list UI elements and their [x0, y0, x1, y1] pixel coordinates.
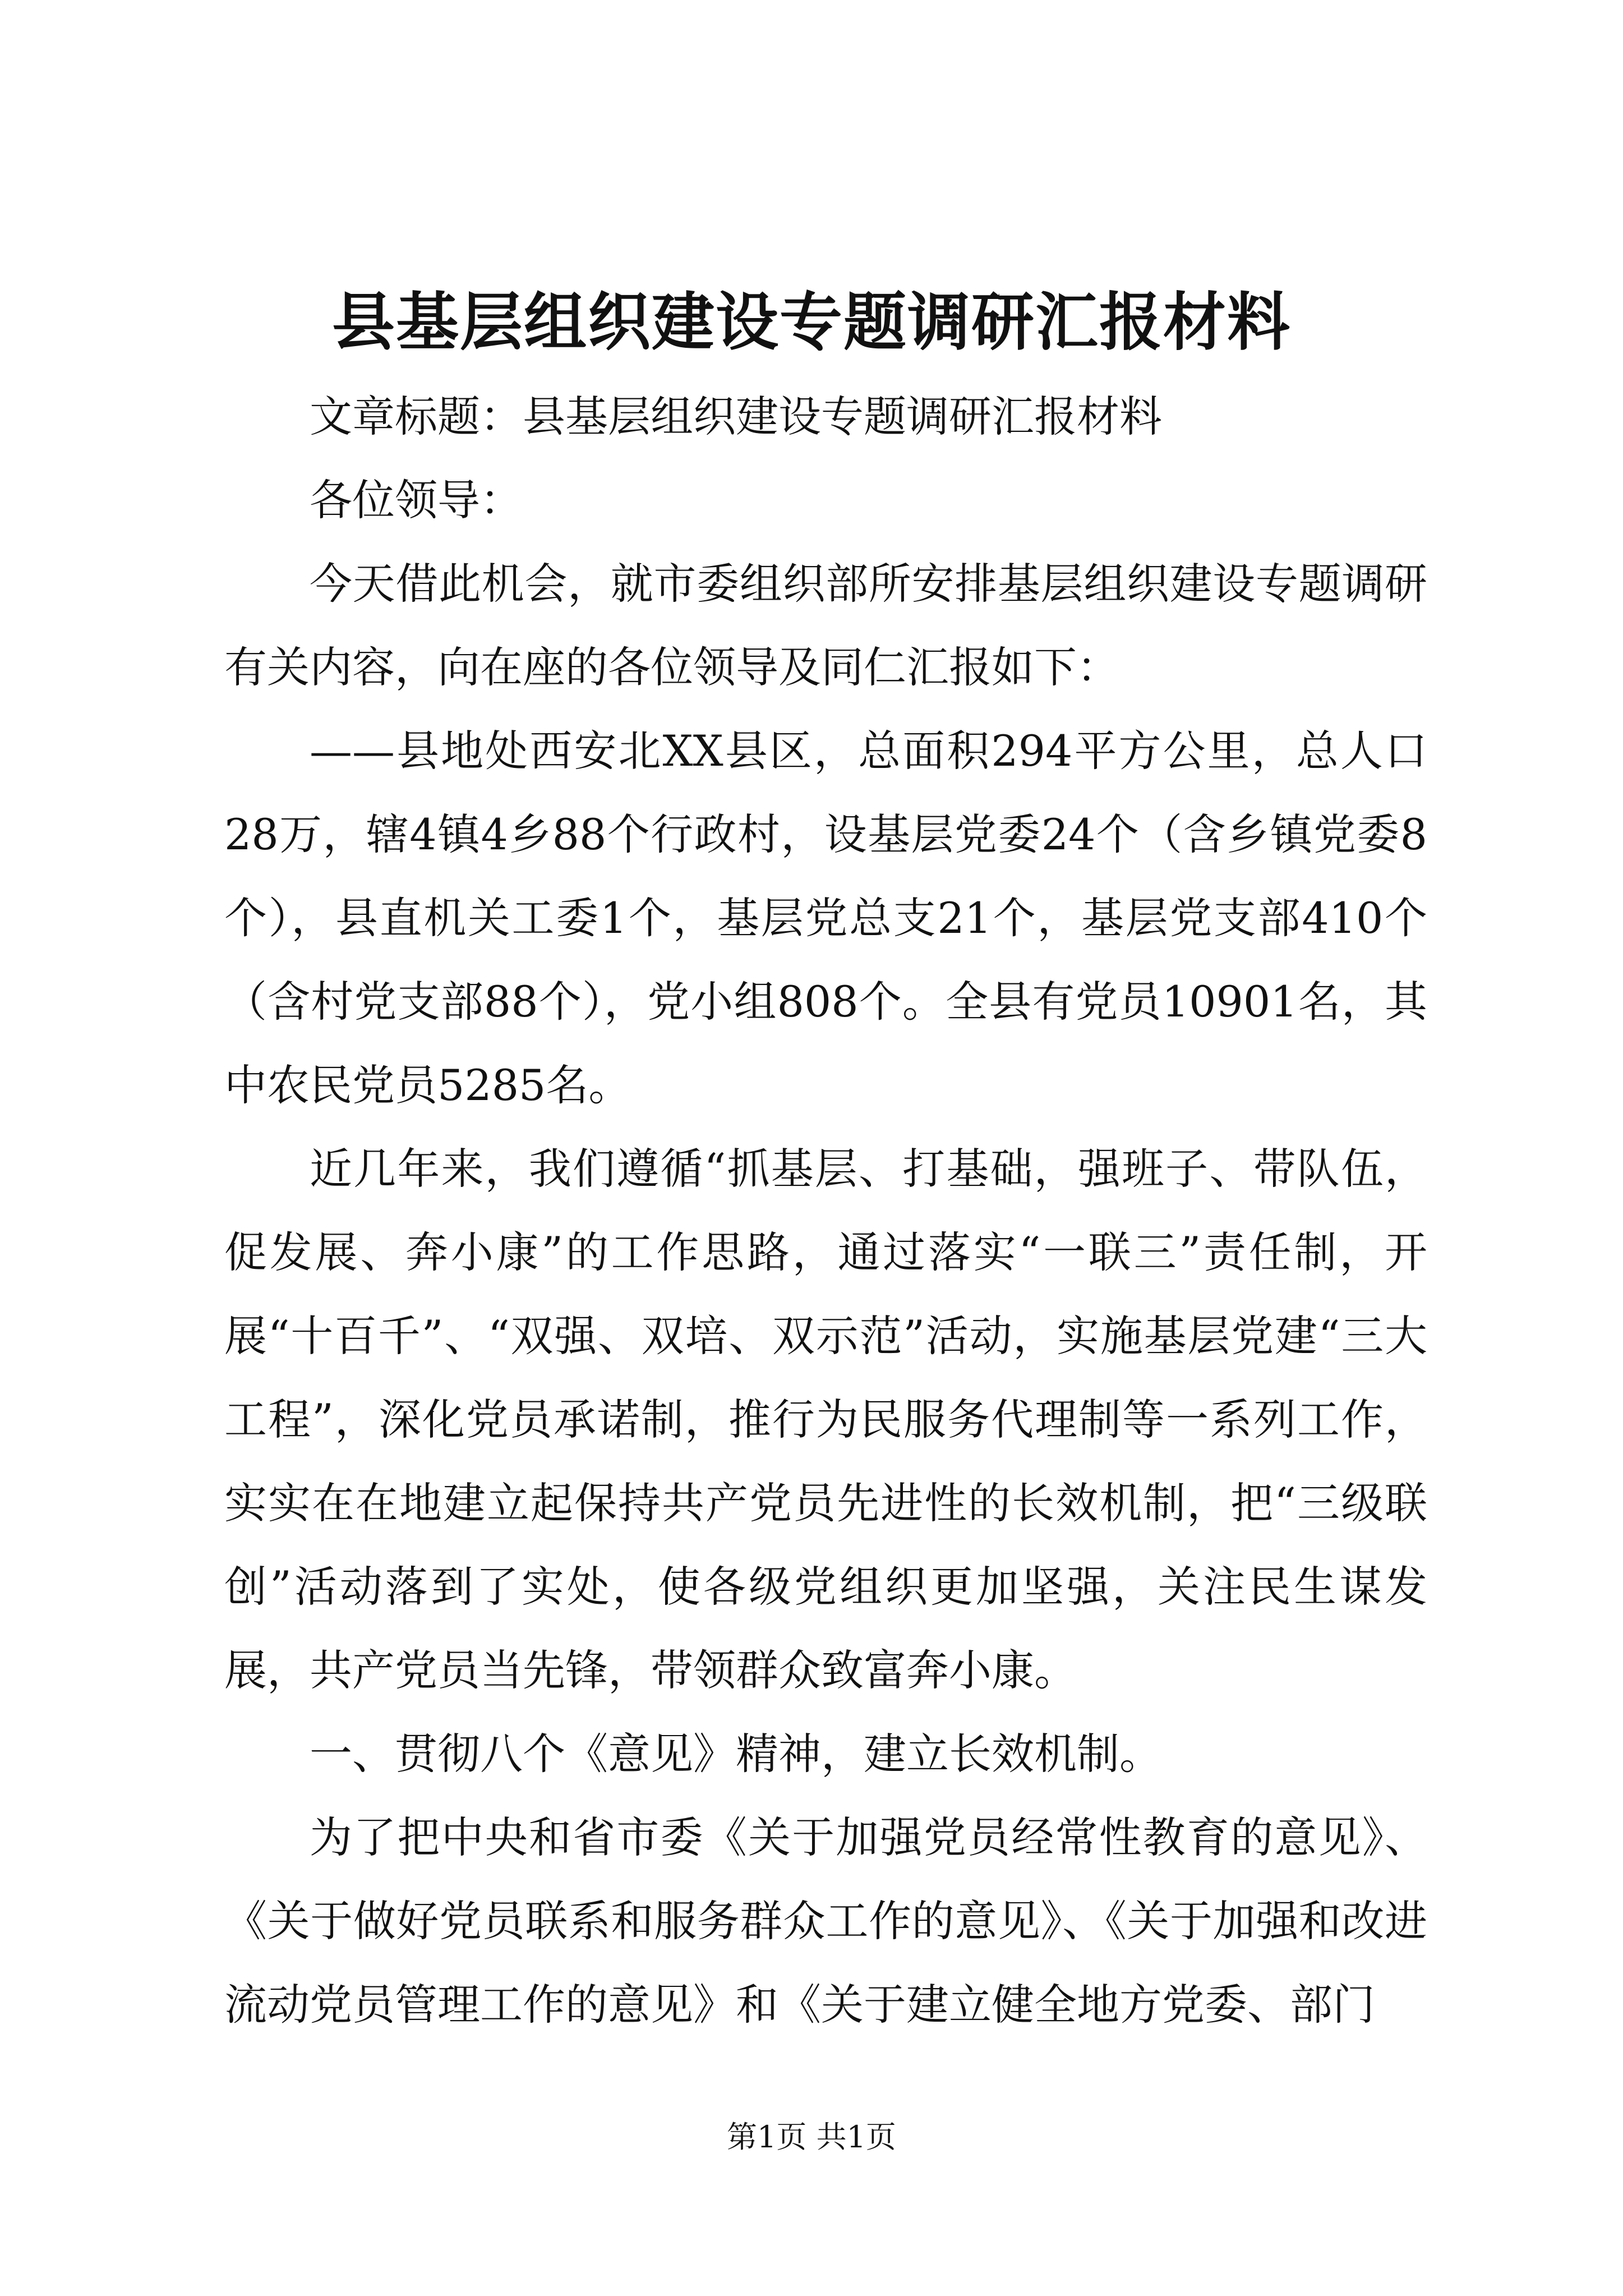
- paragraph-intro: 今天借此机会，就市委组织部所安排基层组织建设专题调研有关内容，向在座的各位领导及同仁汇报如下：: [224, 559, 1427, 692]
- paragraph-implementation: 为了把中央和省市委《关于加强党员经常性教育的意见》、《关于做好党员联系和服务群众工作的意见》、《关于加强和改进流动党员管理工作的意见》和《关于建立健全地方党委、部门: [224, 1812, 1427, 2030]
- document-body: [224, 375, 1427, 2046]
- salutation: 各位领导：: [310, 475, 523, 525]
- page-footer: 第1页 共1页: [727, 2119, 896, 2155]
- paragraph-county-overview: ——县地处西安北XX县区，总面积294平方公里，总人口28万，辖4镇4乡88个行政村，设基层党委24个（含乡镇党委8个），县直机关工委1个，基层党总支21个，基层党支部410个（含村党支部88个），党小组808个。全县有党员10901名，其中农民党员5285名。: [224, 726, 1427, 1110]
- section-heading-1: 一、贯彻八个《意见》精神，建立长效机制。: [310, 1729, 1162, 1779]
- document-title: 县基层组织建设专题调研汇报材料: [332, 286, 1291, 359]
- article-title-line: 文章标题：县基层组织建设专题调研汇报材料: [310, 392, 1162, 441]
- paragraph-recent-work: 近几年来，我们遵循“抓基层、打基础，强班子、带队伍，促发展、奔小康”的工作思路，通过落实“一联三”责任制，开展“十百千”、“双强、双培、双示范”活动，实施基层党建“三大工程”，深化党员承诺制，推行为民服务代理制等一系列工作，实实在在地建立起保持共产党员先进性的长效机制，把“三级联创”活动落到了实处，使各级党组织更加坚强，关注民生谋发展，共产党员当先锋，带领群众致富奔小康。: [224, 1144, 1427, 1695]
